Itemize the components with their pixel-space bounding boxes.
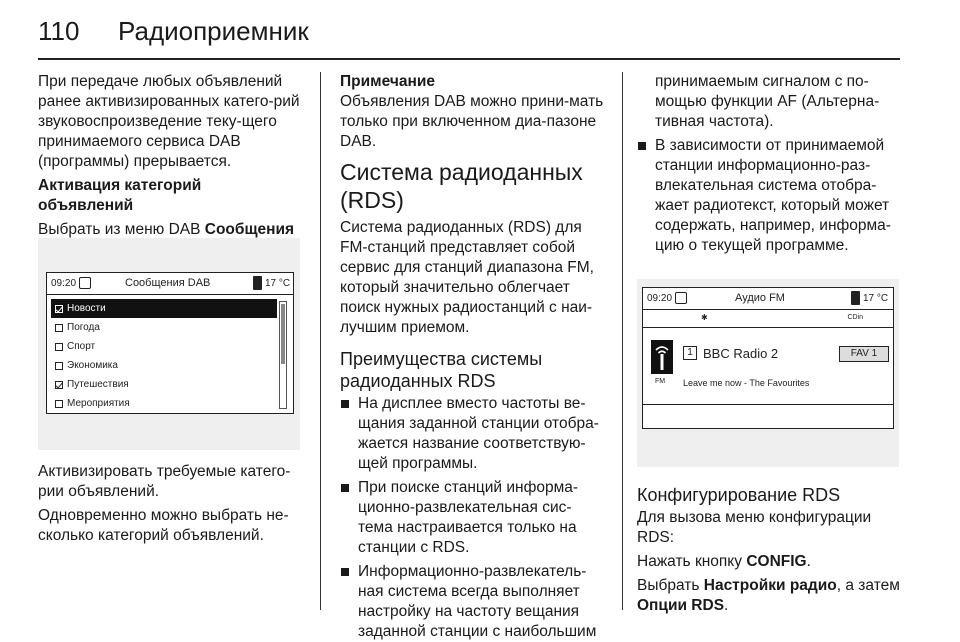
menu-item-label: Экономика <box>67 360 118 371</box>
list-item: Информационно-развлекатель-ная система всегда выполняет настройку на частоту вещания заданной станции с наибольшим <box>340 562 606 642</box>
bluetooth-icon: ✱ <box>701 313 708 322</box>
list-item: На дисплее вместо частоты ве-щания заданной станции отобра-жается название соответствую-щей программы. <box>340 394 606 474</box>
source-bar <box>643 310 893 328</box>
paragraph-press-config <box>637 552 907 572</box>
menu-item-label: Новости <box>67 303 106 314</box>
figure-audio-fm <box>637 279 899 467</box>
screen-audio-fm <box>642 287 894 429</box>
list-item: При поиске станций информа-ционно-развлекательная сис-тема настраивается только на станции с RDS. <box>340 478 606 558</box>
checkbox-checked-icon <box>55 305 63 313</box>
menu-item-travel[interactable] <box>51 375 277 394</box>
page-number: 110 <box>38 16 80 46</box>
phone-icon <box>851 291 860 305</box>
text: . <box>806 553 811 570</box>
header-rule <box>38 58 900 60</box>
button-ref-config: CONFIG <box>746 553 807 570</box>
temperature: 17 °C <box>863 293 889 304</box>
checkbox-icon <box>55 400 63 408</box>
figure-dab-announcements <box>38 238 300 450</box>
source-cdin[interactable]: CDin <box>847 314 863 321</box>
radiotext-list <box>637 136 907 256</box>
preset-number: 1 <box>683 346 697 360</box>
paragraph-select-options <box>637 576 907 616</box>
screen-title: Аудио FM <box>735 292 785 304</box>
menu-ref-rds-options: Опции RDS <box>637 597 725 614</box>
paragraph-interrupt: При передаче любых объявлений ранее активизированных катего-рий звуковоспроизведение теку-щего принимаемого сервиса DAB (программы) прерывается. <box>38 73 300 170</box>
text: Выбрать из меню DAB <box>38 221 205 238</box>
scrollbar[interactable] <box>279 301 287 409</box>
screen-bottom-line <box>643 404 893 405</box>
temperature: 17 °C <box>265 278 291 289</box>
subhead-activate-categories: Активация категорий объявлений <box>38 177 202 214</box>
menu-ref: Сообщения <box>204 221 295 238</box>
list-item: В зависимости от принимаемой станции информационно-раз-влекательная система отобра-жает радиотекст, который может содержать, например, информа-цию о текущей программе. <box>637 136 907 256</box>
checkbox-icon <box>55 324 63 332</box>
menu-item-news[interactable] <box>51 299 277 318</box>
checkbox-icon <box>55 343 63 351</box>
column-3 <box>637 72 907 260</box>
band-label: FM <box>655 378 666 385</box>
radio-tower-icon <box>651 340 673 374</box>
menu-item-label: Мероприятия <box>67 398 130 409</box>
note-text: Объявления DAB можно прини-мать только при включенном диа-пазоне DAB. <box>340 93 604 150</box>
screen-dab-announcements <box>46 272 294 414</box>
favourite-button[interactable]: FAV 1 <box>839 346 889 362</box>
page-header <box>38 14 928 54</box>
heading-rds-config: Конфигурирование RDS <box>637 485 841 505</box>
column-divider <box>622 72 623 610</box>
scroll-thumb[interactable] <box>281 304 285 364</box>
column-1-lower <box>38 462 300 550</box>
checkbox-icon <box>55 362 63 370</box>
paragraph-open-config: Для вызова меню конфигурации RDS: <box>637 509 872 546</box>
heading-rds-advantages: Преимущества системы радиоданных RDS <box>340 349 543 391</box>
clock-icon <box>675 292 687 304</box>
text: Выбрать <box>637 577 704 594</box>
page-title: Радиоприемник <box>118 16 309 46</box>
screen-status-bar <box>47 273 293 295</box>
menu-item-events[interactable] <box>51 394 277 413</box>
text: Нажать кнопку <box>637 553 747 570</box>
menu-item-weather[interactable] <box>51 318 277 337</box>
advantages-list <box>340 394 606 642</box>
clock-time: 09:20 <box>51 278 77 289</box>
phone-icon <box>253 276 262 290</box>
screen-status-bar <box>643 288 893 310</box>
menu-item-economy[interactable] <box>51 356 277 375</box>
paragraph-rds-intro: Система радиоданных (RDS) для FM-станций представляет собой сервис для станций диапазона FM, который значительно облегчает поиск нужных радиостанций с наи-лучшим приемом. <box>340 219 594 336</box>
paragraph-multiple: Одновременно можно выбрать не-сколько категорий объявлений. <box>38 507 289 544</box>
checkbox-checked-icon <box>55 381 63 389</box>
menu-item-sport[interactable] <box>51 337 277 356</box>
column-2 <box>340 72 606 642</box>
note-title: Примечание <box>340 73 435 90</box>
column-1 <box>38 72 300 264</box>
menu-item-label: Спорт <box>67 341 96 352</box>
radiotext: Leave me now - The Favourites <box>683 378 810 388</box>
menu-ref-radio-settings: Настройки радио <box>703 577 837 594</box>
screen-title: Сообщения DAB <box>125 277 211 289</box>
paragraph-activate: Активизировать требуемые катего-рии объявлений. <box>38 463 291 500</box>
text: , а затем <box>836 577 900 594</box>
paragraph-continued: принимаемым сигналом с по-мощью функции AF (Альтерна-тивная частота). <box>655 73 880 130</box>
column-3-lower <box>637 484 907 620</box>
station-name: BBC Radio 2 <box>703 346 779 361</box>
heading-rds: Система радиоданных (RDS) <box>340 159 583 213</box>
column-divider <box>320 72 321 610</box>
text: . <box>724 597 729 614</box>
menu-item-label: Путешествия <box>67 379 129 390</box>
clock-time: 09:20 <box>647 293 673 304</box>
announcement-category-list <box>51 299 277 413</box>
menu-item-label: Погода <box>67 322 100 333</box>
clock-icon <box>79 277 91 289</box>
